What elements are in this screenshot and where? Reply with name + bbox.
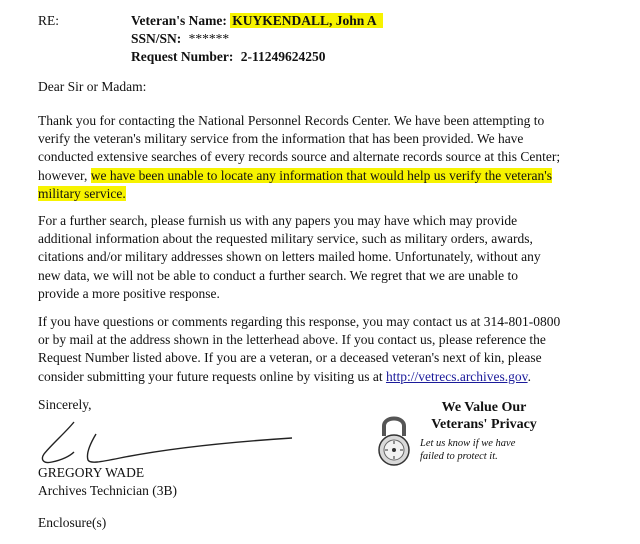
paragraph-line: citations and/or military addresses shown on letters mailed home. Unfortunately, without any [38, 249, 541, 265]
privacy-badge [374, 398, 554, 470]
closing-sincerely: Sincerely, [38, 397, 92, 412]
signer-name: GREGORY WADE [38, 465, 145, 480]
veteran-name-value: KUYKENDALL, John A [230, 13, 382, 28]
paragraph-text: however, [38, 167, 91, 183]
request-number-label: Request Number: [131, 49, 234, 64]
paragraph-line: For a further search, please furnish us with any papers you may have which may provide [38, 213, 518, 228]
paragraph-text: . [527, 368, 531, 384]
paragraph-line: new data, we will not be able to conduct a further search. We regret that we are unable to [38, 267, 518, 283]
request-number-value: 2-11249624250 [240, 49, 326, 64]
paragraph-line: provide a more positive response. [38, 285, 220, 301]
highlighted-finding: we have been unable to locate any information that would help us verify the veteran's [90, 167, 552, 183]
request-number-row [131, 48, 326, 66]
handwritten-signature [30, 414, 300, 470]
re-label: RE: [38, 13, 60, 28]
paragraph-line [38, 167, 630, 185]
paragraph-line: If you have questions or comments regarding this response, you may contact us at 314-801-0800 [38, 314, 561, 329]
paragraph-line: Request Number listed above. If you are a veteran, or a deceased veteran's next of kin, please [38, 350, 542, 366]
paragraph-line: additional information about the requested military service, such as military orders, awards, [38, 231, 533, 247]
enclosure-note: Enclosure(s) [38, 515, 107, 530]
vetrecs-link[interactable]: http://vetrecs.archives.gov [385, 368, 528, 384]
ssn-row [131, 30, 229, 48]
paragraph-further-search [38, 212, 630, 303]
ssn-label: SSN/SN: [131, 31, 182, 46]
privacy-title-line1: We Value Our [441, 400, 527, 415]
privacy-sub-line1: Let us know if we have [420, 438, 516, 449]
veteran-name-row [131, 12, 383, 30]
highlighted-finding: military service. [38, 185, 126, 201]
paragraph-line: Thank you for contacting the National Personnel Records Center. We have been attempting to [38, 113, 545, 128]
salutation: Dear Sir or Madam: [38, 79, 147, 94]
paragraph-records-search [38, 112, 630, 203]
paragraph-line: conducted extensive searches of every records source and alternate records source at this Center; [38, 149, 561, 165]
paragraph-contact-info [38, 313, 630, 386]
veteran-name-label: Veteran's Name: [131, 13, 227, 28]
privacy-title-line2: Veterans' Privacy [431, 417, 537, 432]
padlock-icon [374, 410, 414, 468]
ssn-value: ****** [188, 31, 230, 46]
paragraph-line: or by mail at the address shown in the letterhead above. If you contact us, please reference the [38, 332, 546, 348]
privacy-sub-line2: failed to protect it. [420, 451, 498, 462]
paragraph-line [38, 368, 630, 386]
paragraph-line: verify the veteran's military service from the information that has been provided. We have [38, 131, 524, 147]
paragraph-text: consider submitting your future requests online by visiting us at [38, 368, 386, 384]
signer-title: Archives Technician (3B) [38, 483, 178, 498]
paragraph-line [38, 185, 630, 203]
